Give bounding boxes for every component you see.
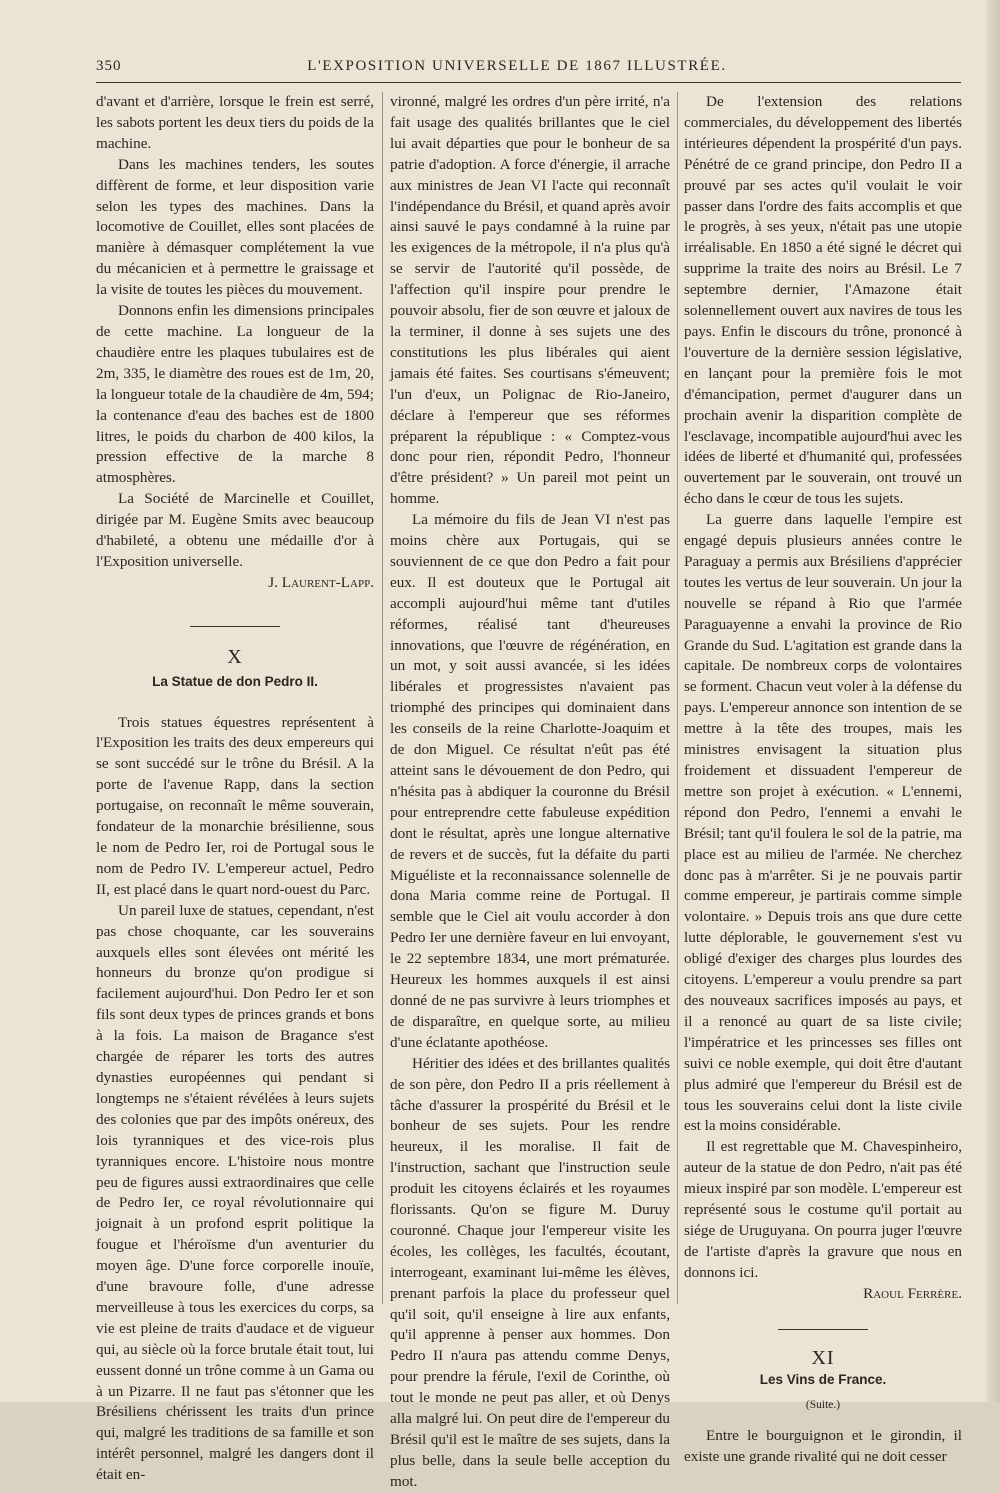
page-number: 350 <box>96 58 122 74</box>
paragraph: La mémoire du fils de Jean VI n'est pas moins chère aux Portugais, qui se souviennent de ce que don Pedro a fait pour eux. Il est douteux que le Portugal ait accompli aujourd'hui même tant d'utiles réformes, réalisé tant d'heureuses innovations, que l'œuvre de régénération, en un mot, y soit aussi avancée, si les idées libérales et progressistes n'avaient pas triomphé des principes qui dominaient dans les conseils de la reine Charlotte-Joaquim et de don Miguel. Ce résultat n'eût pas été atteint sans le dévouement de don Pedro, qui n'hésita pas à abdiquer la couronne du Brésil pour entreprendre cette fabuleuse expédition dont le résultat, après une longue alternative de revers et de succès, fut la défaite du parti Miguéliste et la reconnaissance solennelle de dona Maria comme reine de Portugal. Il semble que le Ciel ait voulu accorder à don Pedro Ier une dernière faveur en lui envoyant, le 22 septembre 1834, une mort prématurée. Heureux les hommes auxquels il est ainsi donné de ne pas survivre à leurs triomphes et de disparaître, en quelque sorte, au milieu d'une éclatante apothéose. <box>390 511 670 1051</box>
author-signature: J. Laurent-Lapp. <box>268 573 374 591</box>
section-separator <box>190 626 280 627</box>
journal-title: L'EXPOSITION UNIVERSELLE DE 1867 ILLUSTRÉE. <box>307 58 727 74</box>
page-edge <box>986 0 1000 1402</box>
column-divider <box>382 92 383 1304</box>
section-subtitle: (Suite.) <box>805 1399 841 1412</box>
column-middle <box>390 92 670 1493</box>
author-signature: Raoul Ferrère. <box>863 1284 962 1302</box>
column-divider <box>677 92 678 1304</box>
paragraph: La Société de Marcinelle et Couillet, dirigée par M. Eugène Smits avec beaucoup d'habileté, a obtenu une médaille d'or à l'Exposition universelle. <box>96 490 374 570</box>
page-header <box>96 58 938 82</box>
paragraph: d'avant et d'arrière, lorsque le frein est serré, les sabots portent les deux tiers du poids de la machine. <box>96 93 374 152</box>
paragraph: vironné, malgré les ordres d'un père irrité, n'a fait usage des qualités brillantes que le ciel lui avait départies que pour le bonheur de sa patrie d'adoption. A force d'énergie, il arrache aux ministres de Jean VI l'acte qui reconnaît l'indépendance du Brésil, et quand après avoir ainsi sauvé le pays condamné à la ruine par les exigences de la métropole, il n'a plus qu'à se servir de l'autorité qu'il possède, de l'affection qu'il inspire pour prendre le pouvoir absolu, fier de son œuvre et jaloux de la terminer, il donne à ses sujets une des constitutions les plus libérales qui aient jamais été faites. Ses courtisans s'émeuvent; l'un d'eux, un Polignac de Rio-Janeiro, déclare à l'empereur que ses réformes préparent la république : « Comptez-vous donc pour rien, répondit Pedro, l'honneur d'être président? » Un pareil mot peint un homme. <box>390 93 670 508</box>
header-rule <box>96 82 961 83</box>
paragraph: Dans les machines tenders, les soutes diffèrent de forme, et leur disposition varie selon les types des machines. Dans la locomotive de Couillet, elles sont placées de manière à démasquer complétement la vue du mécanicien et à permettre le graissage et la visite de toutes les pièces du mouvement. <box>96 155 374 299</box>
column-left <box>96 92 374 1486</box>
paragraph: Héritier des idées et des brillantes qualités de son père, don Pedro II a pris réellement à tâche d'assurer la prospérité du Brésil et le bonheur de ses sujets. Pour les rendre heureux, il les moralise. Il fait de l'instruction, sachant que l'instruction seule produit les citoyens éclairés et les royaumes florissants. Qu'on se figure M. Duruy couronné. Chaque jour l'empereur visite les écoles, les collèges, les facultés, écoutant, interrogeant, examinant lui-même les élèves, prenant parfois la place du professeur quel qu'il soit, qu'il enseigne à lire aux enfants, qu'il apprenne à penser aux hommes. Don Pedro II n'aura pas attendu comme Denys, pour prendre la férule, l'exil de Corinthe, où tout le monde ne peut pas aller, et où Denys alla malgré lui. On peut dire de l'empereur du Brésil qu'il est le maître de ses sujets, dans la plus belle, dans la seule belle acception du mot. <box>390 1054 670 1490</box>
section-separator <box>778 1329 868 1330</box>
section-title: La Statue de don Pedro II. <box>152 673 318 689</box>
paragraph: De l'extension des relations commerciales, du développement des libertés intérieures dépendent la prospérité d'un pays. Pénétré de ce grand principe, don Pedro II a prouvé par ses actes qu'il voulait le voir passer dans l'ordre des faits accomplis et que le progrès, à ses yeux, n'était pas une utopie irréalisable. En 1850 a été signé le décret qui supprime la traite des noirs au Brésil. Le 7 septembre dernier, l'Amazone était solennellement ouvert aux navires de tous les pays. Enfin le discours du trône, prononcé à l'ouverture de la dernière session législative, en lançant pour la première fois le mot d'émancipation, permet d'augurer dans un prochain avenir la disparition complète de l'esclavage, incompatible aujourd'hui avec les idées de liberté et d'humanité qui, professées ouvertement par le souverain, ont trouvé un écho dans le cœur de tous les sujets. <box>684 93 962 508</box>
section-number: XI <box>811 1346 835 1369</box>
section-number: X <box>227 645 243 668</box>
paragraph: Entre le bourguignon et le girondin, il existe une grande rivalité qui ne doit cesser <box>684 1427 962 1466</box>
paragraph: Il est regrettable que M. Chavespinheiro, auteur de la statue de don Pedro, n'ait pas été mieux inspiré par son modèle. L'empereur est représenté sous le costume qu'il portait au siége de Uruguyana. On pourra juger l'œuvre de l'artiste d'après la gravure que nous en donnons ici. <box>684 1138 962 1281</box>
column-right <box>684 92 962 1468</box>
paragraph: Donnons enfin les dimensions principales de cette machine. La longueur de la chaudière entre les plaques tubulaires est de 2m, 335, le diamètre des roues est de 1m, 20, la longueur totale de la chaudière de 4m, 594; la contenance d'eau des baches est de 1800 litres, le poids du charbon de 400 kilos, la pression effective de la marche 8 atmosphères. <box>96 302 374 487</box>
section-title: Les Vins de France. <box>759 1372 887 1388</box>
paragraph: Trois statues équestres représentent à l'Exposition les traits des deux empereurs qui se sont succédé sur le trône du Brésil. A la porte de l'avenue Rapp, dans la section portugaise, on reconnaît le même souverain, fondateur de la monarchie brésilienne, sous le nom de Pedro Ier, roi de Portugal sous le nom de Pedro IV. L'empereur actuel, Pedro II, est placé dans le quart nord-ouest du Parc. <box>96 713 374 898</box>
paragraph: La guerre dans laquelle l'empire est engagé depuis plusieurs années contre le Paraguay a permis aux Brésiliens d'apprécier toutes les vertus de leur souverain. Un jour la nouvelle se répand à Rio que l'armée Paraguayenne a envahi la province de Rio Grande du Sud. L'agitation est grande dans la capitale. De nombreux corps de volontaires se forment. Chacun veut voler à la défense du pays. L'empereur annonce son intention de se mettre à la tête des troupes, mais les ministres envisagent la situation plus froidement et dissuadent l'empereur de mettre son projet à exécution. « L'ennemi, répond don Pedro, l'ennemi a envahi le Brésil; tant qu'il foulera le sol de la patrie, ma place est au milieu de l'armée. Ne cherchez donc pas à m'arrêter. Si je ne pouvais partir comme empereur, je partirais comme simple volontaire. » Depuis trois ans que dure cette lutte déplorable, le gouvernement s'est vu obligé d'exiger des charges plus lourdes des citoyens. L'empereur a voulu prendre sa part des nouveaux sacrifices imposés au pays, et il a renoncé au quart de sa liste civile; l'impératrice et les princesses ses filles ont suivi ce noble exemple, qui doit être d'autant plus admiré que l'empereur du Brésil est de tous les souverains celui dont la liste civile est la moins considérable. <box>684 511 962 1135</box>
paragraph: Un pareil luxe de statues, cependant, n'est pas chose choquante, car les souverains auxquels elles sont élevées ont mérité les honneurs du bronze qu'on prodigue si facilement aujourd'hui. Don Pedro Ier et son fils sont deux types de princes grands et bons à la fois. La maison de Bragance s'est chargée de réparer les torts des autres dynasties européennes qui pendant si longtemps ne s'étaient révélées à leurs sujets des colonies que par des impôts onéreux, des lois tyranniques et des vice-rois plus tyranniques encore. L'histoire nous montre peu de figures aussi extraordinaires que celle de Pedro Ier, ce royal révolutionnaire qui joignait à un profond esprit politique la fougue et l'héroïsme d'un aventurier du moyen âge. D'une force corporelle inouïe, d'une bravoure folle, d'une adresse merveilleuse à tous les exercices du corps, sa vie est pleine de traits d'audace et de vigueur qui, au siècle où la force brutale était tout, lui eussent donné un trône comme à un Gama ou à un Pizarre. Il ne faut pas s'étonner que les Brésiliens chérissent les traits d'un prince qui, malgré les traditions de sa famille et son intérêt personnel, malgré les dangers dont il était en- <box>96 901 374 1484</box>
